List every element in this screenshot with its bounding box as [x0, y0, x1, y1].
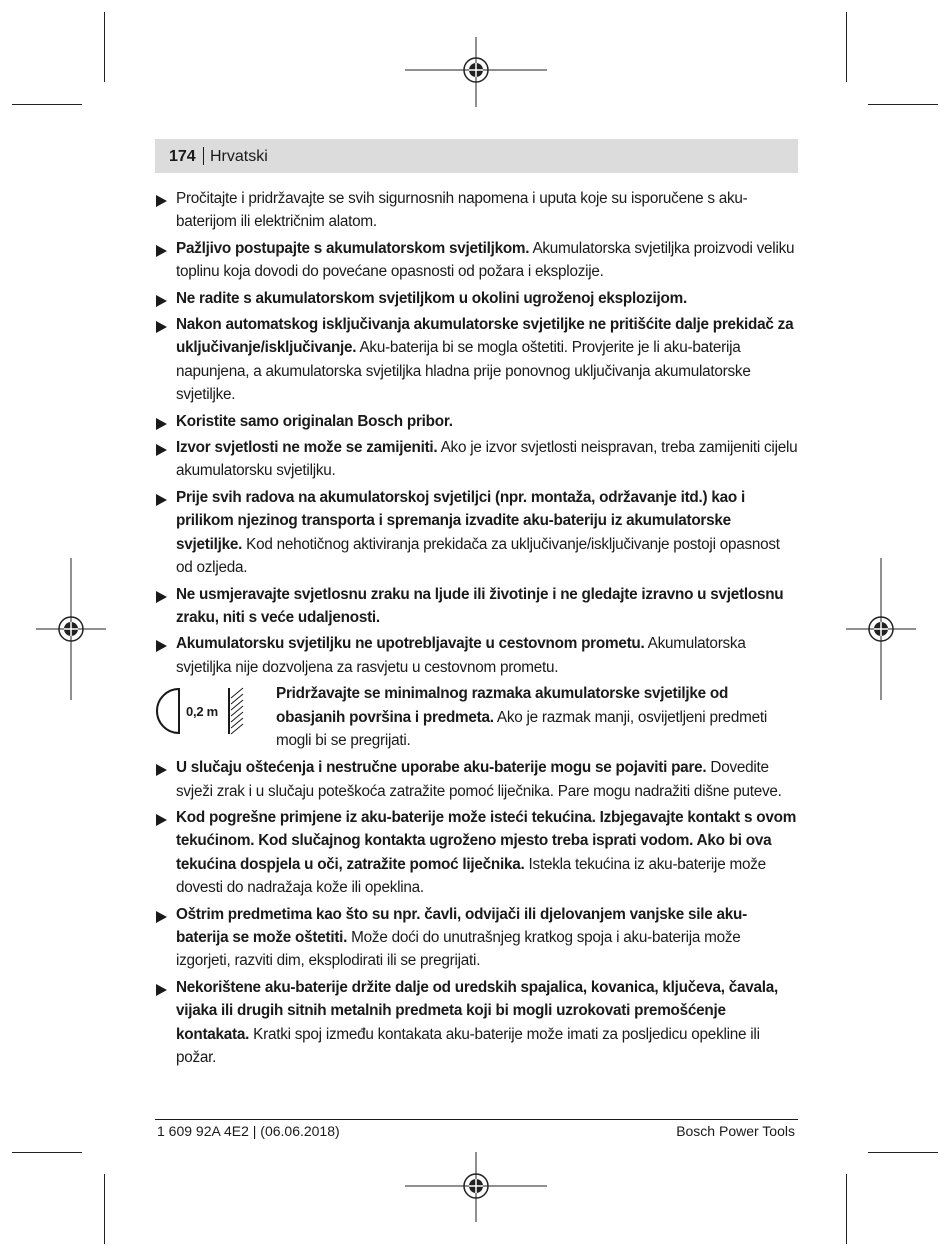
document-code: 1 609 92A 4E2 | (06.06.2018) [157, 1123, 340, 1139]
list-item: Prije svih radova na akumulatorskoj svjetiljci (npr. montaža, održavanje itd.) kao i prilikom njezinog transporta i spremanja izvadite aku-bateriju iz akumulatorske svjetiljke. Kod nehotičnog aktiviranja prekidača za uključivanje/isključivanje postoji opasnost od ozljeda. [155, 486, 799, 580]
crop-mark [846, 12, 847, 82]
list-item: U slučaju oštećenja i nestručne uporabe aku-baterije mogu se pojaviti pare. Dovedite svježi zrak i u slučaju poteškoća zatražite pomoć liječnika. Pare mogu nadražiti dišne puteve. [155, 756, 799, 803]
crop-mark [104, 12, 105, 82]
bullet-arrow-icon [156, 764, 167, 776]
bullet-arrow-icon [156, 494, 167, 506]
registration-mark-icon [846, 558, 916, 700]
minimum-distance-note [155, 682, 799, 752]
bullet-arrow-icon [156, 984, 167, 996]
crop-mark [12, 104, 82, 105]
list-item: Nekorištene aku-baterije držite dalje od uredskih spajalica, kovanica, ključeva, čavala, vijaka ili drugih sitnih metalnih predmeta koji bi mogli uzrokovati premošćenje kontakata. Kratki spoj između kontakata aku-baterije može imati za posljedicu opekline ili požar. [155, 976, 799, 1070]
footer-rule [155, 1119, 798, 1120]
bullet-arrow-icon [156, 640, 167, 652]
bullet-arrow-icon [156, 444, 167, 456]
list-item: Akumulatorsku svjetiljku ne upotrebljavajte u cestovnom prometu. Akumulatorska svjetiljka nije dozvoljena za rasvjetu u cestovnom prometu. [155, 632, 799, 679]
page-header [155, 139, 798, 173]
list-item: Nakon automatskog isključivanja akumulatorske svjetiljke ne pritišćite dalje prekidač za uključivanje/isključivanje. Aku-baterija bi se mogla oštetiti. Provjerite je li aku-baterija napunjena, a akumulatorska svjetiljka hladna prije ponovnog uključivanja akumulatorske svjetiljke. [155, 313, 799, 407]
page-number: 174 [169, 148, 196, 165]
list-item: Koristite samo originalan Bosch pribor. [155, 410, 799, 433]
list-item: Izvor svjetlosti ne može se zamijeniti. Ako je izvor svjetlosti neispravan, treba zamijeniti cijelu akumulatorsku svjetiljku. [155, 436, 799, 483]
bullet-arrow-icon [156, 321, 167, 333]
bullet-arrow-icon [156, 591, 167, 603]
section-language: Hrvatski [210, 148, 268, 165]
crop-mark [868, 104, 938, 105]
list-item: Pažljivo postupajte s akumulatorskom svjetiljkom. Akumulatorska svjetiljka proizvodi veliku toplinu koja dovodi do povećane opasnosti od požara i eksplozije. [155, 237, 799, 284]
bullet-arrow-icon [156, 295, 167, 307]
crop-mark [846, 1174, 847, 1244]
minimum-distance-icon [155, 686, 249, 736]
bullet-arrow-icon [156, 195, 167, 207]
list-item: Kod pogrešne primjene iz aku-baterije može isteći tekućina. Izbjegavajte kontakt s ovom tekućinom. Kod slučajnog kontakta ugroženo mjesto treba isprati vodom. Ako bi ova tekućina dospjela u oči, zatražite pomoć liječnika. Istekla tekućina iz aku-baterije može dovesti do nadražaja kože ili opeklina. [155, 806, 799, 900]
list-item: Ne usmjeravajte svjetlosnu zraku na ljude ili životinje i ne gledajte izravno u svjetlosnu zraku, niti s veće udaljenosti. [155, 583, 799, 630]
crop-mark [12, 1152, 82, 1153]
bullet-arrow-icon [156, 911, 167, 923]
registration-mark-icon [36, 558, 106, 700]
list-item: Pročitajte i pridržavajte se svih sigurnosnih napomena i uputa koje su isporučene s aku-baterijom ili električnim alatom. [155, 187, 799, 234]
crop-mark [104, 1174, 105, 1244]
safety-instructions [155, 187, 799, 1072]
distance-note-text: Pridržavajte se minimalnog razmaka akumulatorske svjetiljke od obasjanih površina i predmeta. Ako je razmak manji, osvijetljeni predmeti mogli bi se pregrijati. [276, 685, 767, 749]
bullet-arrow-icon [156, 814, 167, 826]
distance-label: 0,2 m [186, 704, 218, 720]
list-item: Oštrim predmetima kao što su npr. čavli, odvijači ili djelovanjem vanjske sile aku-baterija se može oštetiti. Može doći do unutrašnjeg kratkog spoja i aku-baterija može izgorjeti, razviti dim, eksplodirati ili se pregrijati. [155, 903, 799, 973]
bullet-arrow-icon [156, 245, 167, 257]
publisher-name: Bosch Power Tools [676, 1123, 795, 1139]
bullet-arrow-icon [156, 418, 167, 430]
registration-mark-icon [405, 1152, 547, 1222]
list-item: Ne radite s akumulatorskom svjetiljkom u okolini ugroženoj eksplozijom. [155, 287, 799, 310]
crop-mark [868, 1152, 938, 1153]
header-divider [203, 147, 204, 165]
registration-mark-icon [405, 37, 547, 107]
